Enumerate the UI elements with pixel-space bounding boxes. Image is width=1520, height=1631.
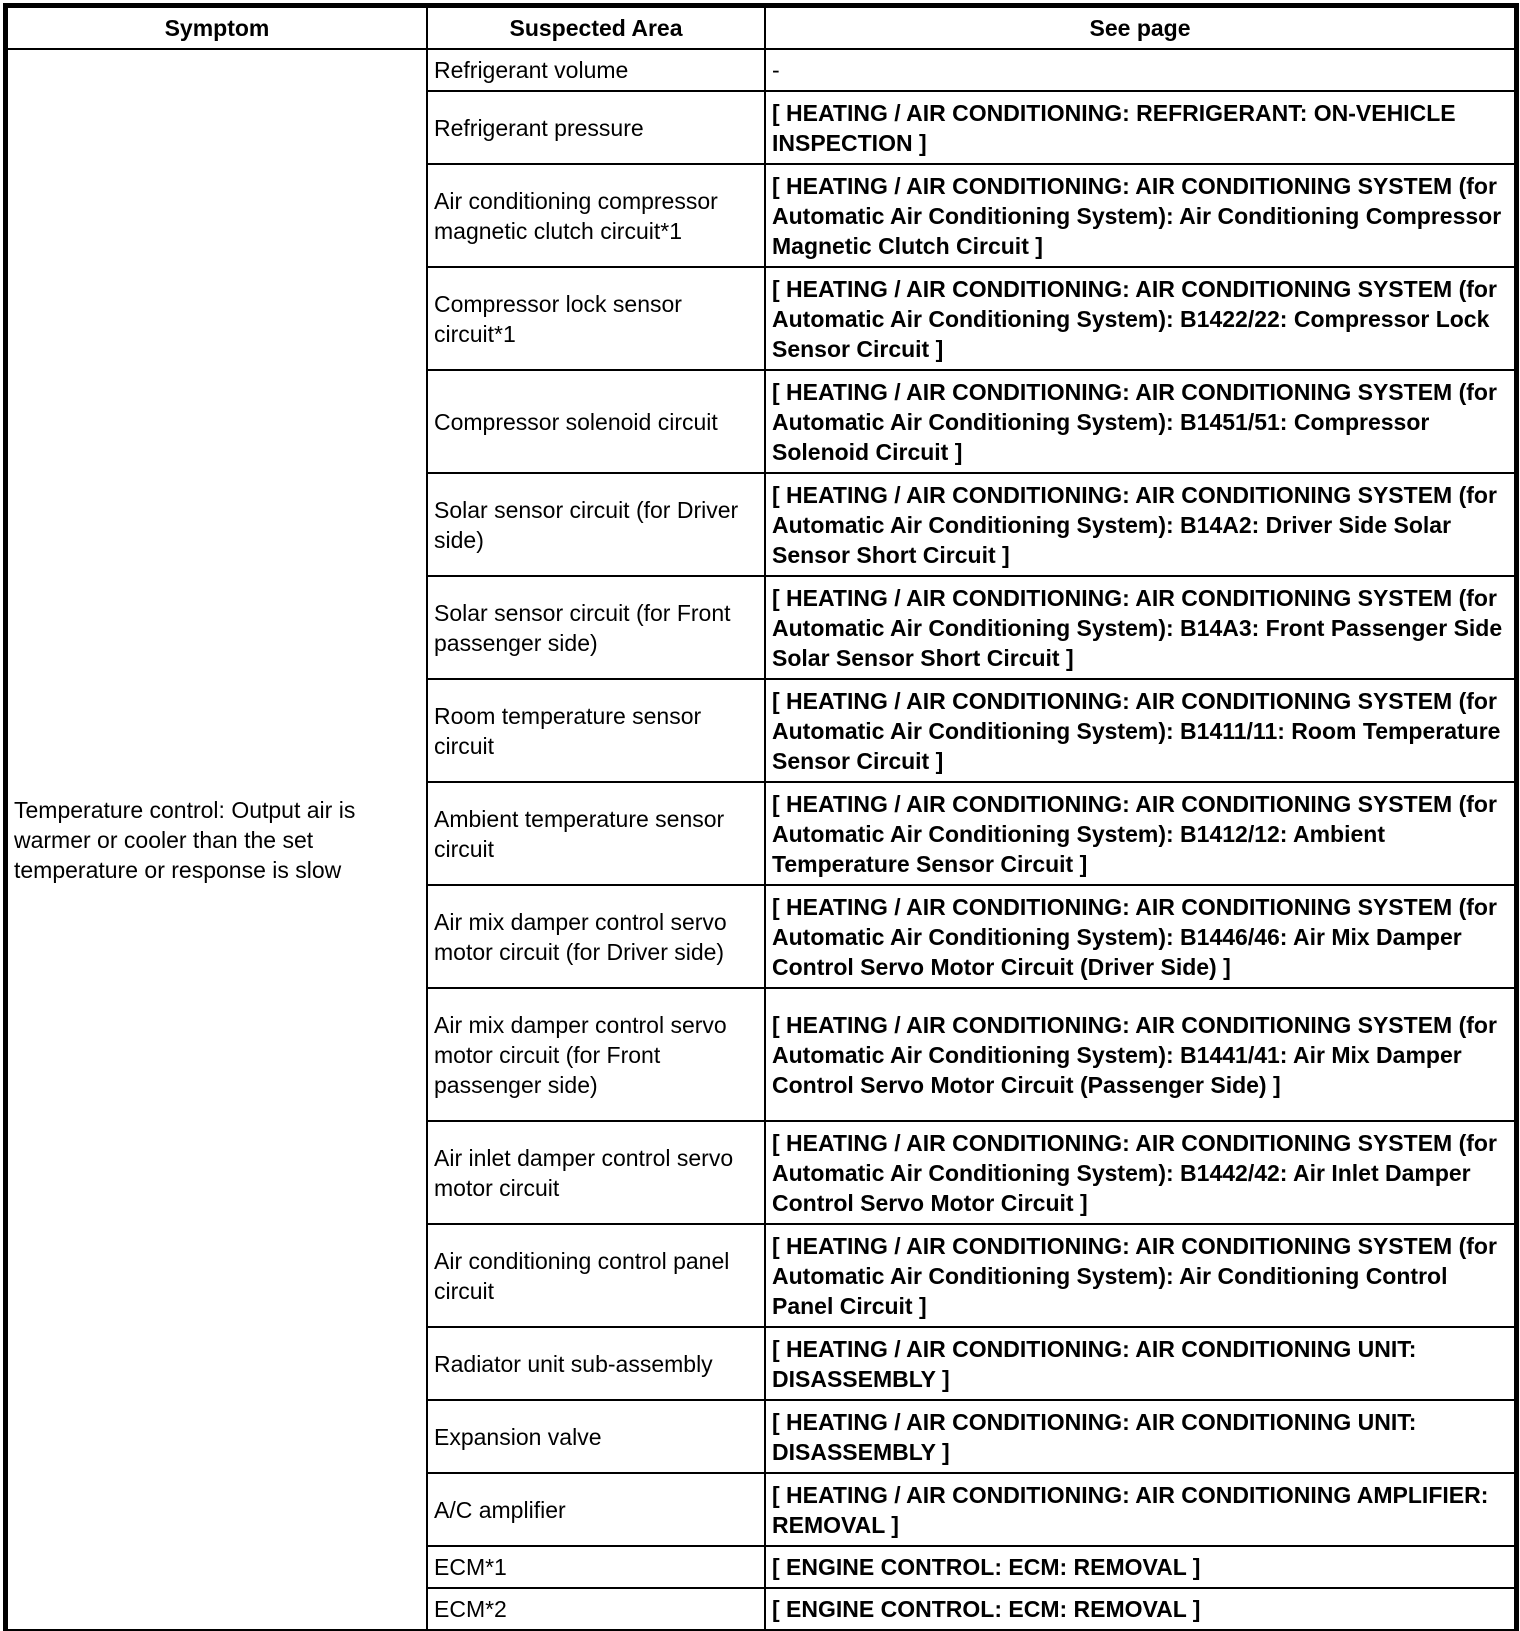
suspected-area-cell: Air conditioning compressor magnetic clutch circuit*1 [427, 164, 765, 267]
table-row [7, 49, 1515, 91]
see-page-cell: [ HEATING / AIR CONDITIONING: AIR CONDITIONING SYSTEM (for Automatic Air Conditioning System): B1442/42: Air Inlet Damper Control Servo Motor Circuit ] [765, 1121, 1515, 1224]
header-symptom: Symptom [7, 7, 427, 49]
see-page-cell: [ HEATING / AIR CONDITIONING: AIR CONDITIONING UNIT: DISASSEMBLY ] [765, 1400, 1515, 1473]
see-page-cell: [ HEATING / AIR CONDITIONING: REFRIGERANT: ON-VEHICLE INSPECTION ] [765, 91, 1515, 164]
suspected-area-cell: Refrigerant pressure [427, 91, 765, 164]
suspected-area-cell: Solar sensor circuit (for Front passenger side) [427, 576, 765, 679]
see-page-cell: [ HEATING / AIR CONDITIONING: AIR CONDITIONING SYSTEM (for Automatic Air Conditioning System): B1451/51: Compressor Solenoid Circuit ] [765, 370, 1515, 473]
see-page-cell: - [765, 49, 1515, 91]
header-row [7, 7, 1515, 49]
see-page-cell: [ HEATING / AIR CONDITIONING: AIR CONDITIONING SYSTEM (for Automatic Air Conditioning System): B1422/22: Compressor Lock Sensor Circuit ] [765, 267, 1515, 370]
see-page-cell: [ HEATING / AIR CONDITIONING: AIR CONDITIONING SYSTEM (for Automatic Air Conditioning System): B1412/12: Ambient Temperature Sensor Circuit ] [765, 782, 1515, 885]
suspected-area-cell: Compressor lock sensor circuit*1 [427, 267, 765, 370]
see-page-cell: [ HEATING / AIR CONDITIONING: AIR CONDITIONING SYSTEM (for Automatic Air Conditioning System): B1446/46: Air Mix Damper Control Servo Motor Circuit (Driver Side) ] [765, 885, 1515, 988]
suspected-area-cell: Compressor solenoid circuit [427, 370, 765, 473]
see-page-cell: [ ENGINE CONTROL: ECM: REMOVAL ] [765, 1588, 1515, 1630]
suspected-area-cell: Room temperature sensor circuit [427, 679, 765, 782]
suspected-area-cell: Air mix damper control servo motor circuit (for Driver side) [427, 885, 765, 988]
suspected-area-cell: Air conditioning control panel circuit [427, 1224, 765, 1327]
see-page-cell: [ HEATING / AIR CONDITIONING: AIR CONDITIONING SYSTEM (for Automatic Air Conditioning System): B1411/11: Room Temperature Sensor Circuit ] [765, 679, 1515, 782]
see-page-cell: [ HEATING / AIR CONDITIONING: AIR CONDITIONING SYSTEM (for Automatic Air Conditioning System): Air Conditioning Control Panel Circuit ] [765, 1224, 1515, 1327]
see-page-cell: [ HEATING / AIR CONDITIONING: AIR CONDITIONING SYSTEM (for Automatic Air Conditioning System): B14A2: Driver Side Solar Sensor Short Circuit ] [765, 473, 1515, 576]
suspected-area-cell: A/C amplifier [427, 1473, 765, 1546]
header-suspected-area: Suspected Area [427, 7, 765, 49]
see-page-cell: [ HEATING / AIR CONDITIONING: AIR CONDITIONING AMPLIFIER: REMOVAL ] [765, 1473, 1515, 1546]
suspected-area-cell: Expansion valve [427, 1400, 765, 1473]
see-page-cell: [ HEATING / AIR CONDITIONING: AIR CONDITIONING SYSTEM (for Automatic Air Conditioning System): B14A3: Front Passenger Side Solar Sensor Short Circuit ] [765, 576, 1515, 679]
symptom-cell: Temperature control: Output air is warmer or cooler than the set temperature or response is slow [7, 49, 427, 1630]
suspected-area-cell: Refrigerant volume [427, 49, 765, 91]
suspected-area-cell: ECM*2 [427, 1588, 765, 1630]
suspected-area-cell: Solar sensor circuit (for Driver side) [427, 473, 765, 576]
suspected-area-cell: Radiator unit sub-assembly [427, 1327, 765, 1400]
see-page-cell: [ HEATING / AIR CONDITIONING: AIR CONDITIONING UNIT: DISASSEMBLY ] [765, 1327, 1515, 1400]
suspected-area-cell: ECM*1 [427, 1546, 765, 1588]
see-page-cell: [ HEATING / AIR CONDITIONING: AIR CONDITIONING SYSTEM (for Automatic Air Conditioning System): Air Conditioning Compressor Magnetic Clutch Circuit ] [765, 164, 1515, 267]
troubleshooting-table [6, 6, 1516, 1631]
see-page-cell: [ ENGINE CONTROL: ECM: REMOVAL ] [765, 1546, 1515, 1588]
header-see-page: See page [765, 7, 1515, 49]
suspected-area-cell: Air mix damper control servo motor circuit (for Front passenger side) [427, 988, 765, 1121]
suspected-area-cell: Air inlet damper control servo motor circuit [427, 1121, 765, 1224]
see-page-cell: [ HEATING / AIR CONDITIONING: AIR CONDITIONING SYSTEM (for Automatic Air Conditioning System): B1441/41: Air Mix Damper Control Servo Motor Circuit (Passenger Side) ] [765, 988, 1515, 1121]
suspected-area-cell: Ambient temperature sensor circuit [427, 782, 765, 885]
